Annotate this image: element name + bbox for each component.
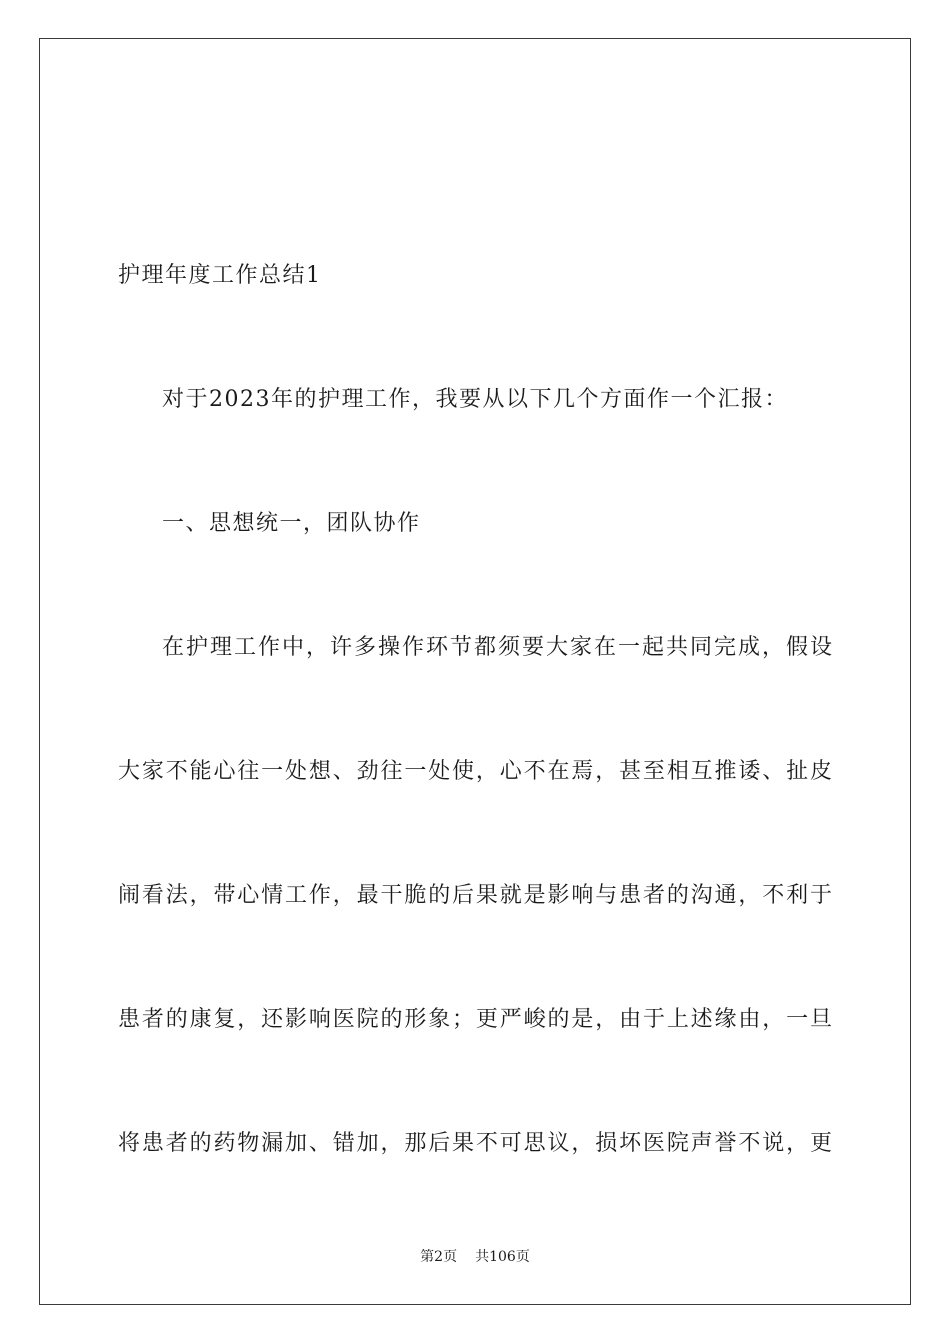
page-border	[39, 38, 911, 1305]
body-line: 闹看法，带心情工作，最干脆的后果就是影响与患者的沟通，不利于	[118, 883, 832, 908]
body-line: 大家不能心往一处想、劲往一处使，心不在焉，甚至相互推诿、扯皮	[118, 759, 832, 784]
intro-paragraph: 对于2023年的护理工作，我要从以下几个方面作一个汇报：	[162, 387, 788, 412]
page-footer	[0, 1247, 950, 1267]
total-pages: 共106页	[475, 1249, 530, 1265]
body-line: 将患者的药物漏加、错加，那后果不可思议，损坏医院声誉不说，更	[118, 1131, 832, 1156]
section-heading: 一、思想统一，团队协作	[162, 511, 421, 536]
document-title: 护理年度工作总结1	[118, 263, 322, 288]
body-line: 患者的康复，还影响医院的形象；更严峻的是，由于上述缘由，一旦	[118, 1007, 832, 1032]
body-line: 在护理工作中，许多操作环节都须要大家在一起共同完成，假设	[162, 635, 832, 660]
page-number: 第2页	[420, 1249, 458, 1265]
